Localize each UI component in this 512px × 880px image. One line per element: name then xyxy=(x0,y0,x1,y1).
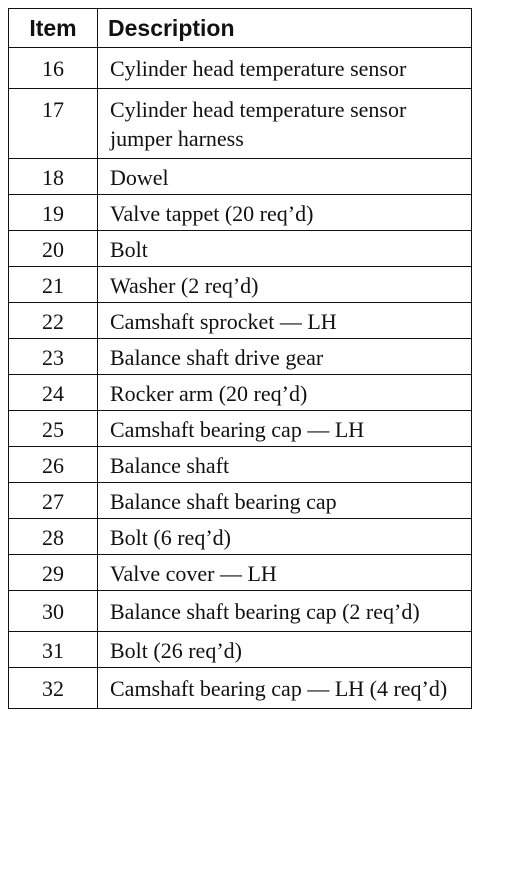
table-row xyxy=(9,519,472,555)
item-description: Valve tappet (20 req’d) xyxy=(98,195,472,231)
table-row xyxy=(9,231,472,267)
item-number: 17 xyxy=(9,89,98,159)
item-description: Balance shaft drive gear xyxy=(98,339,472,375)
item-description: Bolt xyxy=(98,231,472,267)
item-number: 16 xyxy=(9,48,98,89)
item-number: 28 xyxy=(9,519,98,555)
item-column-header: Item xyxy=(9,9,98,48)
table-row xyxy=(9,483,472,519)
table-header-row xyxy=(9,9,472,48)
item-description: Camshaft bearing cap — LH xyxy=(98,411,472,447)
description-column-header: Description xyxy=(98,9,472,48)
item-number: 27 xyxy=(9,483,98,519)
item-number: 32 xyxy=(9,668,98,709)
item-description: Valve cover — LH xyxy=(98,555,472,591)
table-row xyxy=(9,195,472,231)
parts-table-body xyxy=(9,48,472,709)
parts-table xyxy=(8,8,472,709)
item-description: Camshaft sprocket — LH xyxy=(98,303,472,339)
item-number: 24 xyxy=(9,375,98,411)
item-description: Dowel xyxy=(98,159,472,195)
item-description: Camshaft bearing cap — LH (4 req’d) xyxy=(98,668,472,709)
table-row xyxy=(9,591,472,632)
table-row xyxy=(9,632,472,668)
item-description: Cylinder head temperature sensor xyxy=(98,48,472,89)
item-number: 19 xyxy=(9,195,98,231)
item-number: 26 xyxy=(9,447,98,483)
item-number: 18 xyxy=(9,159,98,195)
table-row xyxy=(9,668,472,709)
item-description: Balance shaft bearing cap xyxy=(98,483,472,519)
item-number: 29 xyxy=(9,555,98,591)
item-description: Bolt (26 req’d) xyxy=(98,632,472,668)
item-number: 23 xyxy=(9,339,98,375)
item-description: Bolt (6 req’d) xyxy=(98,519,472,555)
table-row xyxy=(9,303,472,339)
item-number: 25 xyxy=(9,411,98,447)
table-row xyxy=(9,89,472,159)
item-number: 20 xyxy=(9,231,98,267)
item-description: Rocker arm (20 req’d) xyxy=(98,375,472,411)
item-description: Balance shaft bearing cap (2 req’d) xyxy=(98,591,472,632)
table-row xyxy=(9,267,472,303)
item-number: 30 xyxy=(9,591,98,632)
table-row xyxy=(9,375,472,411)
item-number: 31 xyxy=(9,632,98,668)
item-number: 21 xyxy=(9,267,98,303)
item-description: Washer (2 req’d) xyxy=(98,267,472,303)
item-description: Cylinder head temperature sensor jumper harness xyxy=(98,89,472,159)
item-number: 22 xyxy=(9,303,98,339)
table-row xyxy=(9,447,472,483)
table-row xyxy=(9,339,472,375)
table-row xyxy=(9,411,472,447)
table-row xyxy=(9,555,472,591)
item-description: Balance shaft xyxy=(98,447,472,483)
table-row xyxy=(9,48,472,89)
table-row xyxy=(9,159,472,195)
